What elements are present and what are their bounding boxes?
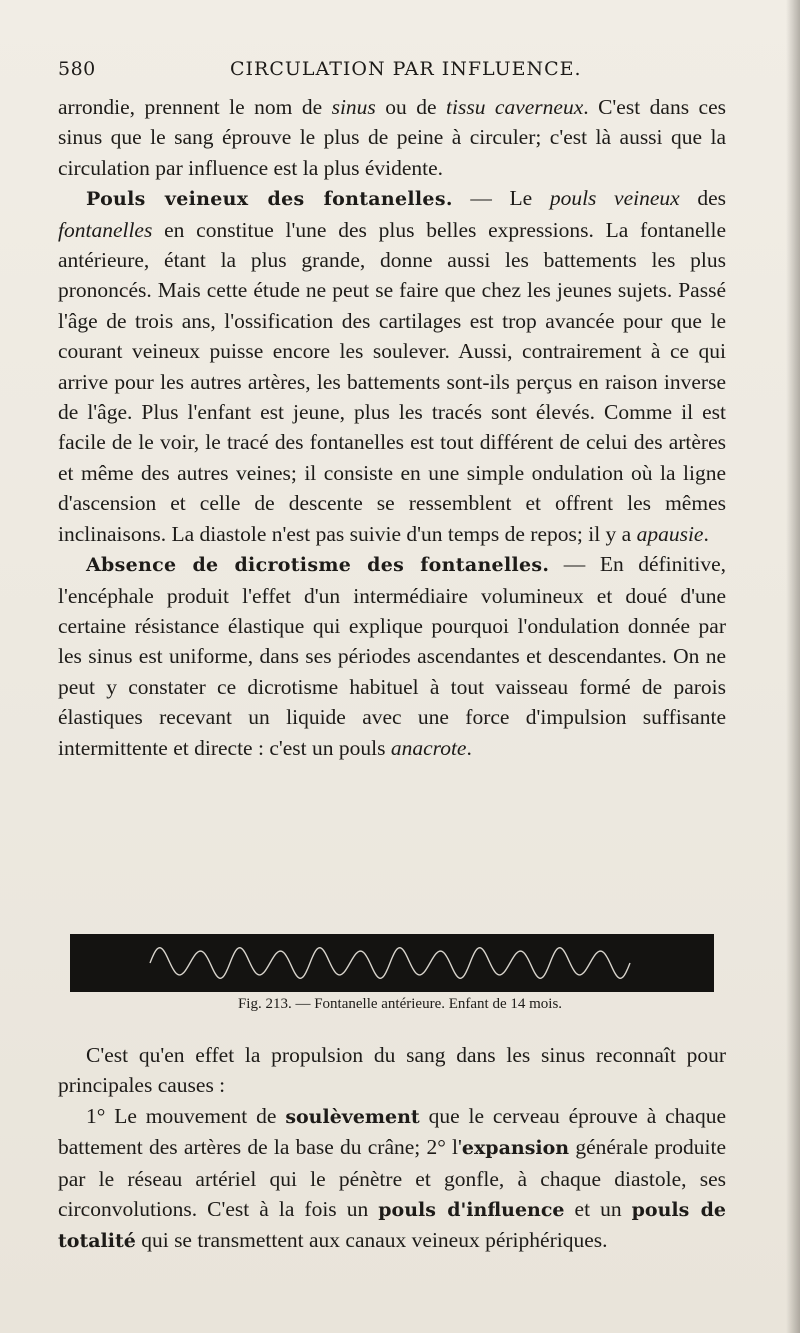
text-run: — Le [452,186,550,211]
text-run: qui se transmettent aux canaux veineux périphériques. [135,1228,608,1253]
page-header [58,58,728,88]
text-run: — En définitive, l'encéphale produit l'effet d'un intermédiaire volumineux et doué d'une certaine résistance élastique qui explique pourquoi l'ondulation donnée par les sinus est uniforme, dans ses périodes ascendantes et descendantes. On ne peut y constater ce dicrotisme habituel à tout vaisseau formé de parois élastiques recevant un liquide avec une force d'impulsion suffisante intermittente et directe : c'est un pouls [58,552,726,760]
waveform-trace [70,934,714,992]
body-text-upper [58,92,726,763]
italic-term: tissu caverneux [446,95,584,119]
text-run: . [703,521,709,546]
italic-term: sinus [331,95,376,119]
paragraph-sinus [58,92,726,183]
text-run: 1° Le mouvement de [86,1103,286,1128]
figure-caption: Fig. 213. — Fontanelle antérieure. Enfant de 14 mois. [237,996,563,1012]
bold-term: soulèvement [285,1105,420,1128]
paragraph-dicrotisme [58,549,726,763]
paragraph-propulsion: C'est qu'en effet la propulsion du sang dans les sinus reconnaît pour principales causes : [58,1043,726,1098]
text-run: arrondie, prennent le nom de [58,95,332,119]
paragraph-pouls-veineux [58,183,726,549]
waveform-line [150,948,630,979]
text-run: . C'est dans ces sinus que le sang éprouve le plus de peine à circuler; c'est là aussi que la circulation par influence est la plus évidente. [58,95,726,180]
bold-term: expansion [461,1137,570,1160]
text-run: ou de [375,95,447,119]
paragraph-causes [58,1101,726,1257]
text-run: que le cerveau éprouve à chaque battement des artères de la base du crâne; 2° l' [58,1103,726,1160]
page-edge-shadow [786,0,800,1333]
italic-term: pouls veineux [549,186,680,211]
text-run: . [466,735,472,760]
page-number: 580 [58,58,96,80]
text-run: des [679,186,726,211]
running-head: CIRCULATION PAR INFLUENCE. [230,58,582,80]
section-heading: Pouls veineux des fontanelles. [86,188,453,211]
italic-term: anacrote [390,735,467,760]
section-heading: Absence de dicrotisme des fontanelles. [86,554,550,577]
text-run: générale produite par le réseau artériel qui le pénètre et gonfle, à chaque diastole, ses circonvolutions. C'est à la fois un [58,1135,727,1222]
italic-term: fontanelles [58,217,153,242]
bold-term: pouls d'influence [378,1199,565,1222]
body-text-lower [58,1040,726,1257]
figure-waveform [70,934,714,992]
bold-term: pouls de totalité [58,1199,726,1253]
italic-term: apausie [636,521,704,546]
text-run: et un [564,1197,632,1222]
text-run: en constitue l'une des plus belles expressions. La fontanelle antérieure, étant la plus grande, donne aussi les battements les plus prononcés. Mais cette étude ne peut se faire que chez les jeunes sujets. Passé l'âge de trois ans, l'ossification des cartilages est trop avancée pour que le courant veineux puisse encore les soulever. Aussi, contrairement à ce qui arrive pour les autres artères, les battements sont-ils perçus en raison inverse de l'âge. Plus l'enfant est jeune, plus les tracés sont élevés. Comme il est facile de le voir, le tracé des fontanelles est tout différent de celui des artères et même des autres veines; il consiste en une simple ondulation où la ligne d'ascension et celle de descente se ressemblent et offrent les mêmes inclinaisons. La diastole n'est pas suivie d'un temps de repos; il y a [58,217,726,546]
